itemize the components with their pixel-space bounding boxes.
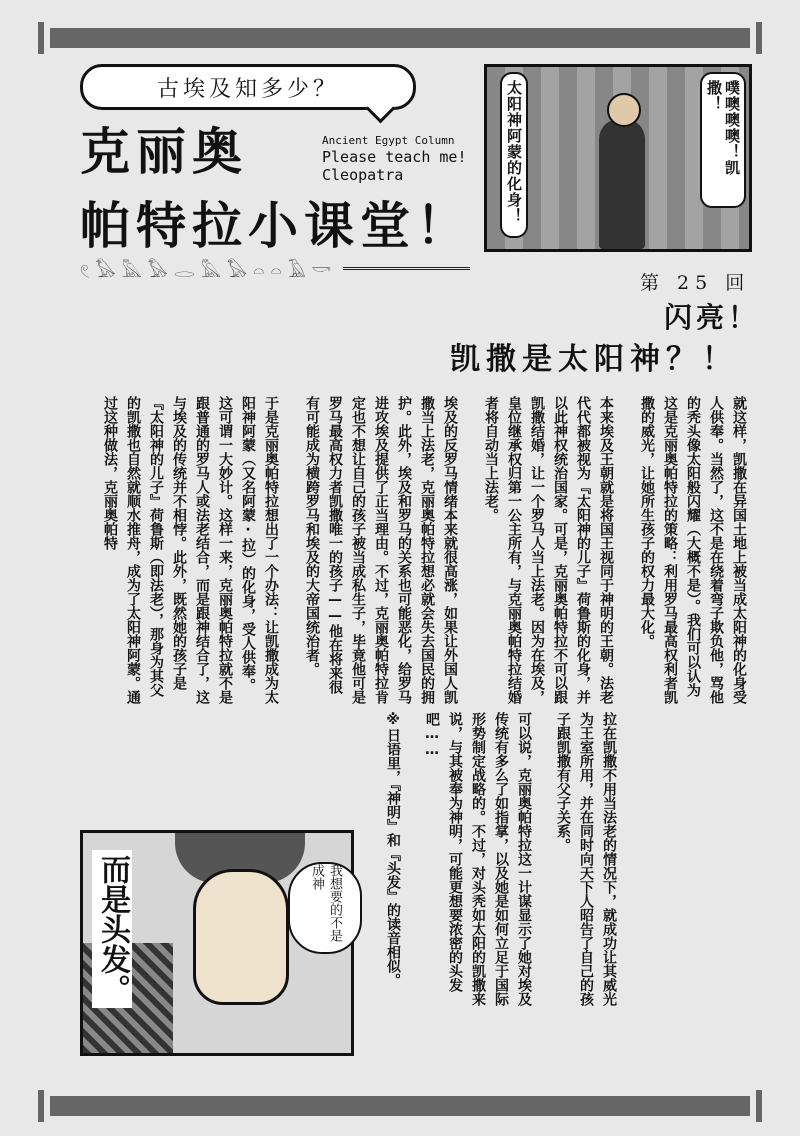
hieroglyph-text: 𓏲𓅃𓅓𓅃𓂋𓅓𓅃𓏏𓏏𓄿𓎡 [80, 261, 338, 282]
bubble-text: 古埃及知多少？ [156, 76, 339, 102]
caesar-face [193, 869, 289, 1005]
column-title-line1: 克丽奥 [80, 123, 248, 181]
paragraph: 拉在凯撒不用当法老的情况下，就成功让其威光为王室所用，并在同时向天下人昭告了自己的孩子跟凯撒有父子关系。 [555, 712, 617, 1006]
latin-line-3: Cleopatra [322, 166, 404, 184]
latin-subtitle [322, 134, 467, 184]
thought-bubble: 我想要的不是成神 [288, 862, 362, 954]
paragraph: 就这样，凯撒在异国土地上被当成太阳神的化身受人供奉。当然了，这不是在绕着弯子欺负他，骂他的秃头像太阳般闪耀（大概不是）。我们可以认为这是克丽奥帕特拉的策略：利用罗马最高权利者凯撒的威光，让她所生孩子的权力最大化。 [639, 396, 747, 704]
latin-line-1: Ancient Egypt Column [322, 134, 455, 147]
caesar-figure [599, 119, 645, 249]
hieroglyph-rule [343, 267, 470, 270]
issue-number: 第 25 回 [640, 272, 751, 294]
paragraph: 本来埃及王朝就是将国王视同于神明的王朝。法老代代都被视为『太阳神的儿子』荷鲁斯的化身，并以此神权统治国家。可是，克丽奥帕特拉不可以跟凯撒结婚，让一个罗马人当上法老。因为在埃及，皇位继承权归第一公主所有，与克丽奥帕特拉结婚者将自动当上法老。 [483, 396, 614, 704]
shout-caption: 而是头发。 [92, 850, 132, 1008]
bottom-border-bar [50, 1096, 750, 1116]
footnote: ※日语里，『神明』和『头发』的读音相似。 [385, 712, 401, 987]
hieroglyph-row [80, 254, 470, 282]
panel-speech-left: 太阳神阿蒙的化身！ [500, 72, 528, 238]
issue-subtitle-2: 凯撒是太阳神？！ [450, 342, 738, 377]
paragraph: 埃及的反罗马情绪本来就很高涨，如果让外国人凯撒当上法老，克丽奥帕特拉想必就会失去国民的拥护。此外，埃及和罗马的关系也可能恶化，给罗马进攻埃及提供了正当理由。不过，克丽奥帕特拉肯定也不想让自己的孩子被当成私生子，毕竟他可是罗马最高权力者凯撒唯一的孩子——他在将来很有可能成为横跨罗马和埃及的大帝国统治者。 [304, 396, 458, 704]
column-title-line2: 帕特拉小课堂！ [80, 197, 472, 255]
panel-speech-right: 噗噢噢噢！凯撒！ [700, 72, 746, 208]
paragraph: 可以说，克丽奥帕特拉这一计谋显示了她对埃及传统有多么了如指掌，以及她是如何立足于国际形势制定战略的。不过，对头秃如太阳的凯撒来说，与其被奉为神明，可能更想要浓密的头发吧…… [424, 712, 532, 1006]
body-text-lower [365, 712, 620, 1012]
issue-subtitle-1: 闪亮！ [664, 301, 761, 334]
intro-speech-bubble [80, 64, 416, 110]
top-border-bar [50, 28, 750, 48]
body-text-upper [80, 396, 750, 704]
latin-line-2: Please teach me! [322, 148, 467, 166]
paragraph: 于是克丽奥帕特拉想出了一个办法：让凯撒成为太阳神阿蒙（又名阿蒙·拉）的化身，受人供奉。这可谓一大妙计。这样一来，克丽奥帕特拉就不是跟普通的罗马人或法老结合，而是跟神结合了，这与埃及的传统并不相悖。此外，既然她的孩子是『太阳神的儿子』荷鲁斯（即法老），那身为其父的凯撒也自然就顺水推舟，成为了太阳神阿蒙。通过这种做法，克丽奥帕特 [102, 396, 279, 704]
